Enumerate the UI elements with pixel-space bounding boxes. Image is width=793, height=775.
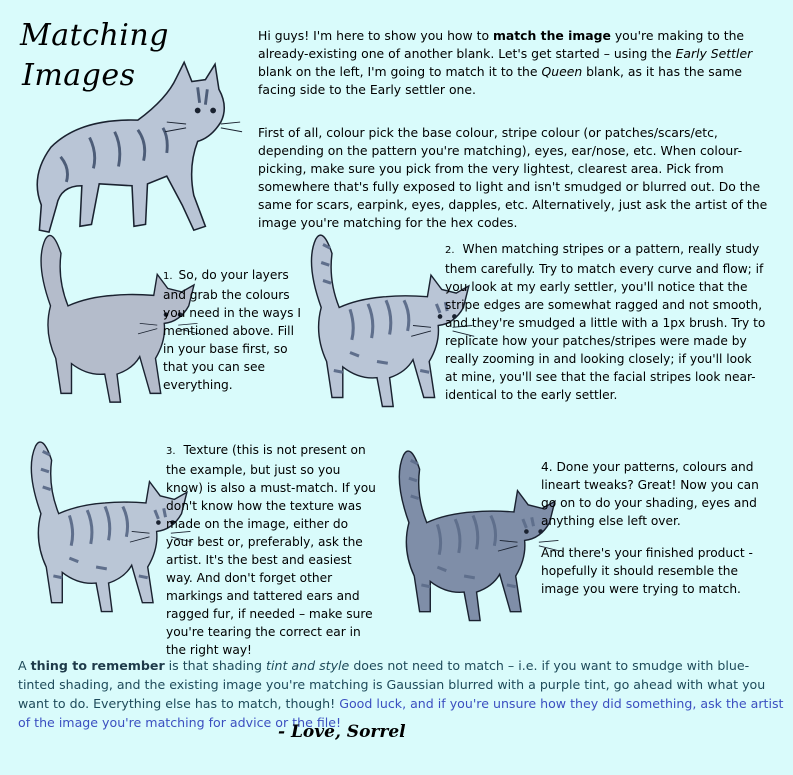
intro-text: blank, as it has the same facing side to the Early settler one. bbox=[258, 64, 743, 97]
signature: - Love, Sorrel bbox=[278, 722, 406, 742]
step-1-text: So, do your layers and grab the colours you need in the ways I mentioned above. Fill in your base first, so that you can see everything. bbox=[163, 268, 301, 392]
intro-text: Hi guys! I'm here to show you how to bbox=[258, 28, 493, 43]
outro-advice: Good luck, and if you're unsure how they did something, ask the artist of the image you're matching for advice or the file! bbox=[18, 696, 784, 730]
outro-italic: tint and style bbox=[266, 658, 350, 673]
step-1-number: 1. bbox=[163, 271, 173, 282]
intro-italic: Early Settler bbox=[675, 46, 753, 61]
intro-text: blank on the left, I'm going to match it to the bbox=[258, 64, 542, 79]
title-line2: Images bbox=[22, 58, 136, 93]
outro-bold: thing to remember bbox=[30, 658, 165, 673]
finished-product-text: And there's your finished product - hopefully it should resemble the image you were trying to match. bbox=[541, 546, 753, 596]
step-2-number: 2. bbox=[445, 245, 455, 256]
outro-text: A bbox=[18, 658, 31, 673]
step-3-text: Texture (this is not present on the example, but just so you know) is also a must-match. If you don't know how the texture was made on the image, either do your best or, preferably, ask the artist. It's the best and easiest way. And don't forget other markings and tattered ears and ragged fur, if needed – make sure you're tearing the correct ear in the right way! bbox=[166, 443, 376, 657]
step-4-number: 4. bbox=[541, 460, 553, 474]
title-line1: Matching bbox=[20, 18, 169, 53]
intro-italic: Queen bbox=[541, 64, 583, 79]
step-2 bbox=[445, 240, 767, 404]
step-4-text: Done your patterns, colours and lineart tweaks? Great! Now you can go on to do your shading, eyes and anything else left over. bbox=[541, 460, 759, 528]
intro-bold: match the image bbox=[492, 28, 611, 43]
colour-pick-paragraph: First of all, colour pick the base colour, stripe colour (or patches/scars/etc, depending on the pattern you're matching), eyes, ear/nose, etc. When colour-picking, make sure you pick from the very lightest, clearest area. Pick from somewhere that's fully exposed to light and isn't smudged or blurred out. Do the same for scars, earpink, eyes, dapples, etc. Alternatively, just ask the artist of the image you're matching for the hex codes. bbox=[258, 125, 768, 230]
outro-text: does not need to match – i.e. if you want to smudge with blue-tinted shading, and the existing image you're matching is Gaussian blurred with a purple tint, go ahead with what you want to do. Everything else has to match, though! bbox=[18, 658, 766, 711]
step-3 bbox=[166, 441, 378, 659]
queen-cat-finished-image bbox=[384, 436, 562, 636]
step-3-number: 3. bbox=[166, 446, 176, 457]
outro-paragraph bbox=[18, 656, 784, 732]
intro-text: you're making to the already-existing one of another blank. Let's get started – using the bbox=[258, 28, 745, 61]
step-2-text: When matching stripes or a pattern, really study them carefully. Try to match every curve and flow; if you look at my early settler, you'll notice that the stripe edges are somewhat ragged and not smooth, and they're smudged a little with a 1px brush. Try to replicate how your patches/stripes were made by really zooming in and looking closely; if you'll look at mine, you'll see that the facial stripes look near-identical to the early settler. bbox=[445, 242, 766, 402]
step-1 bbox=[163, 266, 305, 394]
outro-text: is that shading bbox=[164, 658, 267, 673]
intro-paragraph bbox=[258, 27, 778, 99]
step-4 bbox=[541, 458, 771, 530]
